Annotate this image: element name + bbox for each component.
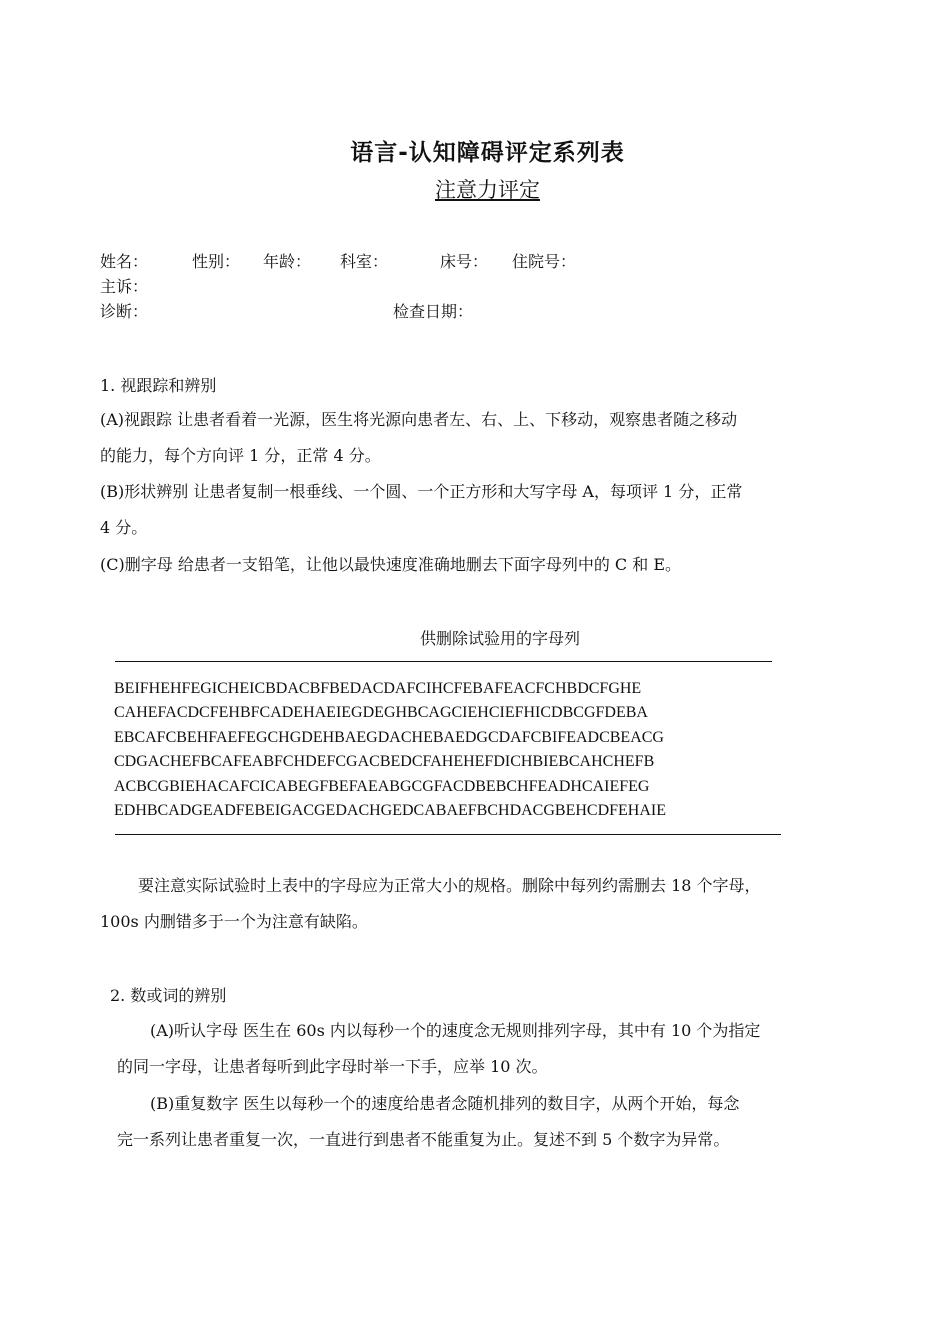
letter-table-caption: 供删除试验用的字母列 bbox=[419, 629, 580, 648]
section1-item-b-line1: (B)形状辨别 让患者复制一根垂线、一个圆、一个正方形和大写字母 A，每项评 1 分，正常 bbox=[100, 482, 743, 501]
section1-heading: 1. 视跟踪和辨别 bbox=[100, 376, 217, 395]
sex-label: 性别： bbox=[192, 252, 241, 271]
section2-heading: 2. 数或词的辨别 bbox=[110, 986, 227, 1005]
note-line2: 100s 内删错多于一个为注意有缺陷。 bbox=[100, 912, 368, 931]
diagnosis-label: 诊断： bbox=[100, 302, 149, 321]
note-line1: 要注意实际试验时上表中的字母应为正常大小的规格。删除中每列约需删去 18 个字母， bbox=[138, 876, 761, 895]
section2-item-b-line2: 完一系列让患者重复一次，一直进行到患者不能重复为止。复述不到 5 个数字为异常。 bbox=[117, 1130, 730, 1149]
section1-item-a bbox=[100, 402, 882, 474]
letter-row: ACBCGBIEHACAFCICABEGFBEFAEABGCGFACDBEBCHFEADHCAIEFEG bbox=[114, 777, 650, 795]
subtitle-text: 注意力评定 bbox=[435, 178, 540, 202]
letter-table-top-rule bbox=[115, 661, 772, 662]
section1-item-c: (C)删字母 给患者一支铅笔，让他以最快速度准确地删去下面字母列中的 C 和 E。 bbox=[100, 555, 681, 574]
section2-item-a-line2: 的同一字母，让患者每听到此字母时举一下手，应举 10 次。 bbox=[117, 1057, 548, 1076]
exam-date-label: 检查日期： bbox=[393, 302, 474, 321]
section2-item-b bbox=[117, 1086, 882, 1158]
note-paragraph bbox=[100, 868, 890, 940]
section2-item-b-line1: (B)重复数字 医生以每秒一个的速度给患者念随机排列的数目字，从两个开始，每念 bbox=[150, 1094, 740, 1113]
bed-label: 床号： bbox=[440, 252, 489, 271]
letter-table bbox=[114, 677, 666, 823]
section1-item-a-line2: 的能力，每个方向评 1 分，正常 4 分。 bbox=[100, 446, 381, 465]
section1-item-b bbox=[100, 474, 882, 546]
complaint-label: 主诉： bbox=[100, 277, 149, 296]
document-title: 语言-认知障碍评定系列表 bbox=[350, 140, 625, 166]
letter-table-bottom-rule bbox=[115, 834, 781, 835]
section1-item-a-line1: (A)视跟踪 让患者看着一光源，医生将光源向患者左、右、上、下移动，观察患者随之移动 bbox=[100, 410, 738, 429]
age-label: 年龄： bbox=[263, 252, 312, 271]
letter-row: CAHEFACDCFEHBFCADEHAEIEGDEGHBCAGCIEHCIEFHICDBCGFDEBA bbox=[114, 704, 648, 722]
section1-item-b-line2: 4 分。 bbox=[100, 518, 148, 537]
dept-label: 科室： bbox=[340, 252, 389, 271]
letter-row: BEIFHEHFEGICHEICBDACBFBEDACDAFCIHCFEBAFEACFCHBDCFGHE bbox=[114, 680, 642, 697]
section2-item-a bbox=[117, 1013, 882, 1085]
admission-no-label: 住院号： bbox=[512, 252, 577, 271]
letter-row: EBCAFCBEHFAEFEGCHGDEHBAEGDACHEBAEDGCDAFCBIFEADCBEACG bbox=[114, 728, 664, 746]
name-label: 姓名： bbox=[100, 252, 149, 271]
document-subtitle bbox=[0, 174, 950, 204]
letter-row: CDGACHEFBCAFEABFCHDEFCGACBEDCFAHEHEFDICHBIEBCAHCHEFB bbox=[114, 753, 655, 771]
section2-item-a-line1: (A)听认字母 医生在 60s 内以每秒一个的速度念无规则排列字母，其中有 10 个为指定 bbox=[150, 1021, 761, 1040]
letter-row: EDHBCADGEADFEBEIGACGEDACHGEDCABAEFBCHDACGBEHCDFEHAIE bbox=[114, 802, 667, 820]
